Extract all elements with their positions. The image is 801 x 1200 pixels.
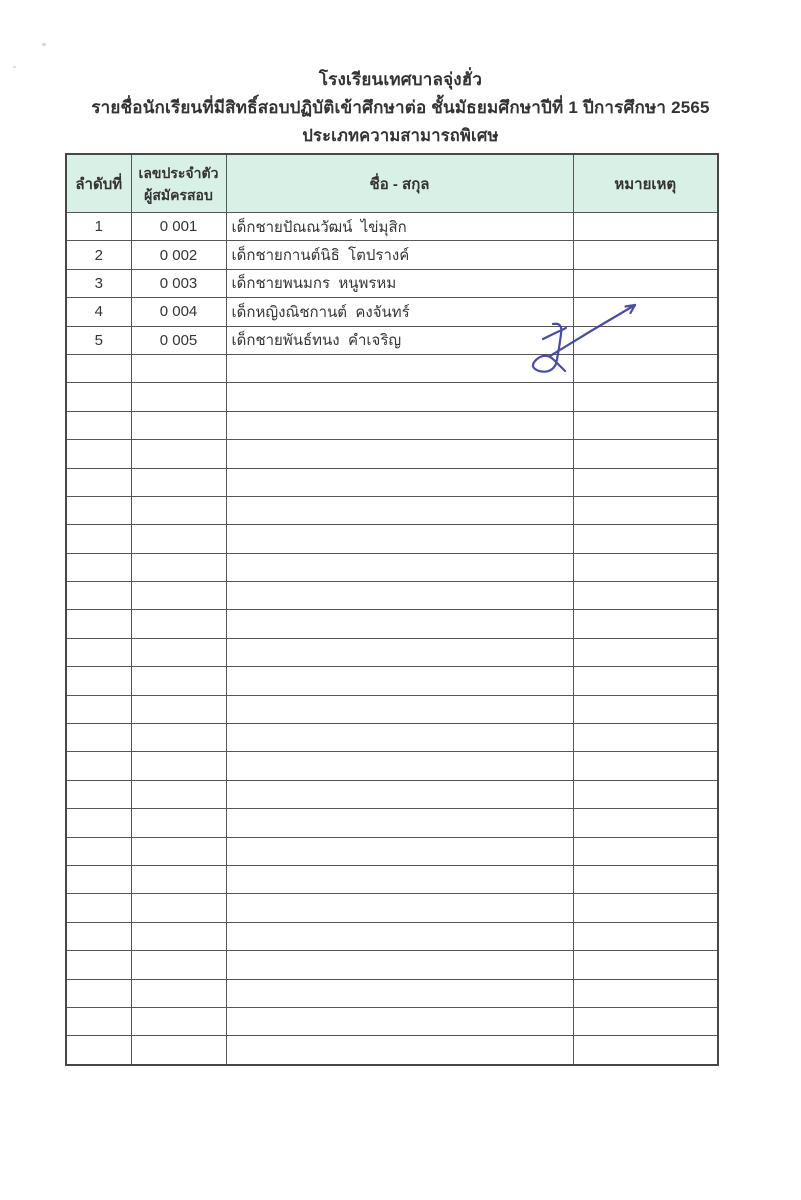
remark-cell xyxy=(573,298,718,326)
remark-cell xyxy=(573,809,718,837)
row-number-cell xyxy=(66,468,131,496)
empty-table-row xyxy=(66,525,718,553)
remark-cell xyxy=(573,865,718,893)
remark-cell xyxy=(573,582,718,610)
remark-cell xyxy=(573,496,718,524)
student-name-cell: เด็กชายพันธ์ทนง คำเจริญ xyxy=(226,326,573,354)
remark-cell xyxy=(573,411,718,439)
empty-table-row xyxy=(66,979,718,1007)
empty-table-row xyxy=(66,1007,718,1035)
applicant-id-cell xyxy=(131,638,226,666)
applicant-id-cell xyxy=(131,1036,226,1065)
empty-table-row xyxy=(66,354,718,382)
applicant-id-cell xyxy=(131,979,226,1007)
applicant-id-cell xyxy=(131,468,226,496)
student-name-cell xyxy=(226,979,573,1007)
student-name-cell xyxy=(226,837,573,865)
applicant-id-cell xyxy=(131,553,226,581)
remark-cell xyxy=(573,241,718,269)
empty-table-row xyxy=(66,724,718,752)
applicant-id-cell xyxy=(131,695,226,723)
remark-cell xyxy=(573,610,718,638)
applicant-id-cell xyxy=(131,610,226,638)
applicant-id-cell xyxy=(131,724,226,752)
remark-cell xyxy=(573,1036,718,1065)
remark-cell xyxy=(573,326,718,354)
student-name-cell: เด็กชายปัณณวัฒน์ ไข่มุสิก xyxy=(226,213,573,241)
scan-speck xyxy=(42,43,46,46)
row-number-cell xyxy=(66,354,131,382)
table-row xyxy=(66,326,718,354)
table-row xyxy=(66,213,718,241)
applicant-id-cell xyxy=(131,1007,226,1035)
student-name-cell xyxy=(226,468,573,496)
remark-cell xyxy=(573,922,718,950)
applicant-id-cell: 0 005 xyxy=(131,326,226,354)
student-name-cell xyxy=(226,610,573,638)
applicant-id-cell xyxy=(131,496,226,524)
student-name-cell xyxy=(226,383,573,411)
remark-cell xyxy=(573,269,718,297)
student-name-cell: เด็กชายพนมกร หนูพรหม xyxy=(226,269,573,297)
remark-cell xyxy=(573,553,718,581)
school-name: โรงเรียนเทศบาลจุ่งฮั่ว xyxy=(318,70,483,89)
row-number-cell: 4 xyxy=(66,298,131,326)
row-number-cell xyxy=(66,837,131,865)
col-header-applicant-id-line2: ผู้สมัครสอบ xyxy=(144,186,213,203)
applicant-id-cell xyxy=(131,951,226,979)
table-header-row xyxy=(66,154,718,213)
applicant-id-cell xyxy=(131,922,226,950)
empty-table-row xyxy=(66,865,718,893)
remark-cell xyxy=(573,780,718,808)
row-number-cell: 5 xyxy=(66,326,131,354)
remark-cell xyxy=(573,354,718,382)
document-header xyxy=(0,66,801,150)
student-list-table xyxy=(65,153,719,1066)
empty-table-row xyxy=(66,752,718,780)
row-number-cell xyxy=(66,638,131,666)
empty-table-row xyxy=(66,837,718,865)
student-name-cell: เด็กหญิงณิชกานต์ คงจันทร์ xyxy=(226,298,573,326)
row-number-cell xyxy=(66,525,131,553)
row-number-cell xyxy=(66,865,131,893)
empty-table-row xyxy=(66,383,718,411)
remark-cell xyxy=(573,1007,718,1035)
row-number-cell xyxy=(66,780,131,808)
student-name-cell xyxy=(226,667,573,695)
student-name-cell xyxy=(226,1007,573,1035)
applicant-id-cell xyxy=(131,809,226,837)
applicant-id-cell: 0 001 xyxy=(131,213,226,241)
remark-cell xyxy=(573,383,718,411)
col-header-applicant-id xyxy=(131,154,226,213)
applicant-id-cell xyxy=(131,667,226,695)
student-name-cell xyxy=(226,638,573,666)
remark-cell xyxy=(573,213,718,241)
student-name-cell xyxy=(226,525,573,553)
applicant-id-cell xyxy=(131,411,226,439)
student-name-cell xyxy=(226,496,573,524)
remark-cell xyxy=(573,837,718,865)
applicant-id-cell xyxy=(131,865,226,893)
student-name-cell xyxy=(226,752,573,780)
empty-table-row xyxy=(66,553,718,581)
row-number-cell: 3 xyxy=(66,269,131,297)
row-number-cell xyxy=(66,695,131,723)
student-name-cell: เด็กชายกานต์นิธิ โตปรางค์ xyxy=(226,241,573,269)
applicant-id-cell: 0 004 xyxy=(131,298,226,326)
empty-table-row xyxy=(66,667,718,695)
empty-table-row xyxy=(66,1036,718,1065)
row-number-cell xyxy=(66,667,131,695)
row-number-cell xyxy=(66,809,131,837)
remark-cell xyxy=(573,667,718,695)
applicant-id-cell xyxy=(131,525,226,553)
empty-table-row xyxy=(66,951,718,979)
remark-cell xyxy=(573,951,718,979)
remark-cell xyxy=(573,979,718,1007)
student-name-cell xyxy=(226,411,573,439)
empty-table-row xyxy=(66,440,718,468)
row-number-cell xyxy=(66,894,131,922)
empty-table-row xyxy=(66,468,718,496)
applicant-id-cell xyxy=(131,837,226,865)
row-number-cell xyxy=(66,951,131,979)
remark-cell xyxy=(573,724,718,752)
student-name-cell xyxy=(226,553,573,581)
student-name-cell xyxy=(226,951,573,979)
category-subtitle: ประเภทความสามารถพิเศษ xyxy=(302,127,499,145)
remark-cell xyxy=(573,638,718,666)
empty-table-row xyxy=(66,496,718,524)
student-name-cell xyxy=(226,354,573,382)
table-row xyxy=(66,269,718,297)
student-name-cell xyxy=(226,894,573,922)
applicant-id-cell xyxy=(131,752,226,780)
student-name-cell xyxy=(226,809,573,837)
student-name-cell xyxy=(226,582,573,610)
empty-table-row xyxy=(66,780,718,808)
row-number-cell xyxy=(66,922,131,950)
empty-table-row xyxy=(66,894,718,922)
remark-cell xyxy=(573,468,718,496)
applicant-id-cell: 0 003 xyxy=(131,269,226,297)
empty-table-row xyxy=(66,809,718,837)
row-number-cell xyxy=(66,553,131,581)
student-name-cell xyxy=(226,865,573,893)
row-number-cell xyxy=(66,1007,131,1035)
row-number-cell xyxy=(66,411,131,439)
remark-cell xyxy=(573,440,718,468)
row-number-cell xyxy=(66,610,131,638)
student-name-cell xyxy=(226,780,573,808)
row-number-cell: 2 xyxy=(66,241,131,269)
empty-table-row xyxy=(66,610,718,638)
student-name-cell xyxy=(226,922,573,950)
student-name-cell xyxy=(226,1036,573,1065)
col-header-name: ชื่อ - สกุล xyxy=(226,154,573,213)
student-name-cell xyxy=(226,724,573,752)
applicant-id-cell xyxy=(131,383,226,411)
applicant-id-cell xyxy=(131,440,226,468)
row-number-cell: 1 xyxy=(66,213,131,241)
empty-table-row xyxy=(66,922,718,950)
empty-table-row xyxy=(66,411,718,439)
row-number-cell xyxy=(66,496,131,524)
col-header-applicant-id-line1: เลขประจำตัว xyxy=(138,164,219,181)
row-number-cell xyxy=(66,724,131,752)
row-number-cell xyxy=(66,752,131,780)
table-row xyxy=(66,241,718,269)
remark-cell xyxy=(573,752,718,780)
row-number-cell xyxy=(66,1036,131,1065)
col-header-number: ลำดับที่ xyxy=(66,154,131,213)
remark-cell xyxy=(573,525,718,553)
empty-table-row xyxy=(66,695,718,723)
applicant-id-cell xyxy=(131,894,226,922)
student-name-cell xyxy=(226,440,573,468)
remark-cell xyxy=(573,695,718,723)
student-name-cell xyxy=(226,695,573,723)
empty-table-row xyxy=(66,582,718,610)
applicant-id-cell xyxy=(131,354,226,382)
row-number-cell xyxy=(66,979,131,1007)
remark-cell xyxy=(573,894,718,922)
applicant-id-cell: 0 002 xyxy=(131,241,226,269)
applicant-id-cell xyxy=(131,582,226,610)
applicant-id-cell xyxy=(131,780,226,808)
row-number-cell xyxy=(66,383,131,411)
col-header-remark: หมายเหตุ xyxy=(573,154,718,213)
empty-table-row xyxy=(66,638,718,666)
row-number-cell xyxy=(66,440,131,468)
document-title: รายชื่อนักเรียนที่มีสิทธิ์สอบปฏิบัติเข้าศึกษาต่อ ชั้นมัธยมศึกษาปีที่ 1 ปีการศึกษา 2565 xyxy=(91,98,710,117)
table-row xyxy=(66,298,718,326)
row-number-cell xyxy=(66,582,131,610)
